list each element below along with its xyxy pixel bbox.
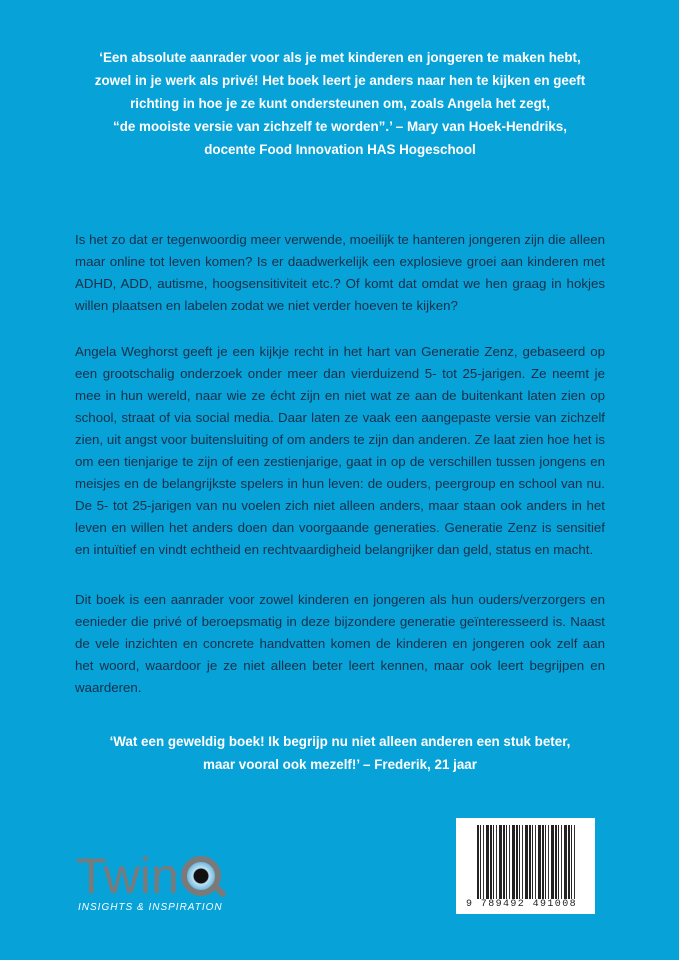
isbn-barcode (456, 818, 595, 914)
barcode-bars (477, 825, 577, 899)
magnifier-eye-icon (181, 856, 221, 896)
quote-line: zowel in je werk als privé! Het boek leert je anders naar hen te kijken en geeft (94, 73, 586, 88)
blurb-paragraph-1: Is het zo dat er tegenwoordig meer verwende, moeilijk te hanteren jongeren zijn die alleen maar online tot leven komen? Is er daadwerkelijk een explosieve groei aan kinderen met ADHD, ADD, autisme, hoogsensitiviteit etc.? Of komt dat omdat we hen graag in hokjes willen plaatsen en labelen zodat we niet verder hoeven te kijken? (75, 232, 605, 313)
isbn-number: 9 789492 491008 (466, 899, 578, 910)
top-testimonial-quote (60, 46, 620, 161)
bottom-testimonial-quote (60, 730, 620, 776)
blurb-paragraph-3: Dit boek is een aanrader voor zowel kinderen en jongeren als hun ouders/verzorgers en eenieder die privé of beroepsmatig in deze bijzondere generatie geïnteresseerd is. Naast de vele inzichten en concrete handvatten komen de kinderen en jongeren ook zelf aan het woord, waardoor je ze niet alleen beter leert kennen, maar ook leert begrijpen en waarderen. (75, 592, 605, 695)
publisher-logo (76, 848, 223, 913)
quote-line: “de mooiste versie van zichzelf te worden”.’ – Mary van Hoek-Hendriks, (113, 119, 567, 134)
quote-line: ‘Wat een geweldig boek! Ik begrijp nu niet alleen anderen een stuk beter, (109, 734, 571, 749)
logo-wordmark: Twin (76, 848, 179, 904)
blurb-paragraph-2: Angela Weghorst geeft je een kijkje recht in het hart van Generatie Zenz, gebaseerd op een grootschalig onderzoek onder meer dan vierduizend 5- tot 25-jarigen. Ze neemt je mee in hun wereld, naar wie ze écht zijn en niet wat ze aan de buitenkant laten zien op school, straat of via social media. Daar laten ze vaak een aangepaste versie van zichzelf zien, uit angst voor buitensluiting of om anders te zijn dan anderen. Ze laat zien hoe het is om een tienjarige te zijn of een zestienjarige, gaat in op de verschillen tussen jongens en meisjes en de belangrijkste spelers in hun leven: de ouders, peergroup en school van nu. De 5- tot 25-jarigen van nu voelen zich niet alleen anders, maar staan ook anders in het leven en willen het anders doen dan voorgaande generaties. Generatie Zenz is sensitief en intuïtief en vindt echtheid en rechtvaardigheid belangrijker dan geld, status en macht. (75, 344, 605, 557)
quote-line: ‘Een absolute aanrader voor als je met kinderen en jongeren te maken hebt, (99, 50, 581, 65)
quote-line: docente Food Innovation HAS Hogeschool (204, 142, 476, 157)
quote-line: richting in hoe je ze kunt ondersteunen om, zoals Angela het zegt, (130, 96, 550, 111)
logo-tagline: INSIGHTS & INSPIRATION (78, 902, 223, 913)
quote-line: maar vooral ook mezelf!’ – Frederik, 21 jaar (203, 757, 477, 772)
